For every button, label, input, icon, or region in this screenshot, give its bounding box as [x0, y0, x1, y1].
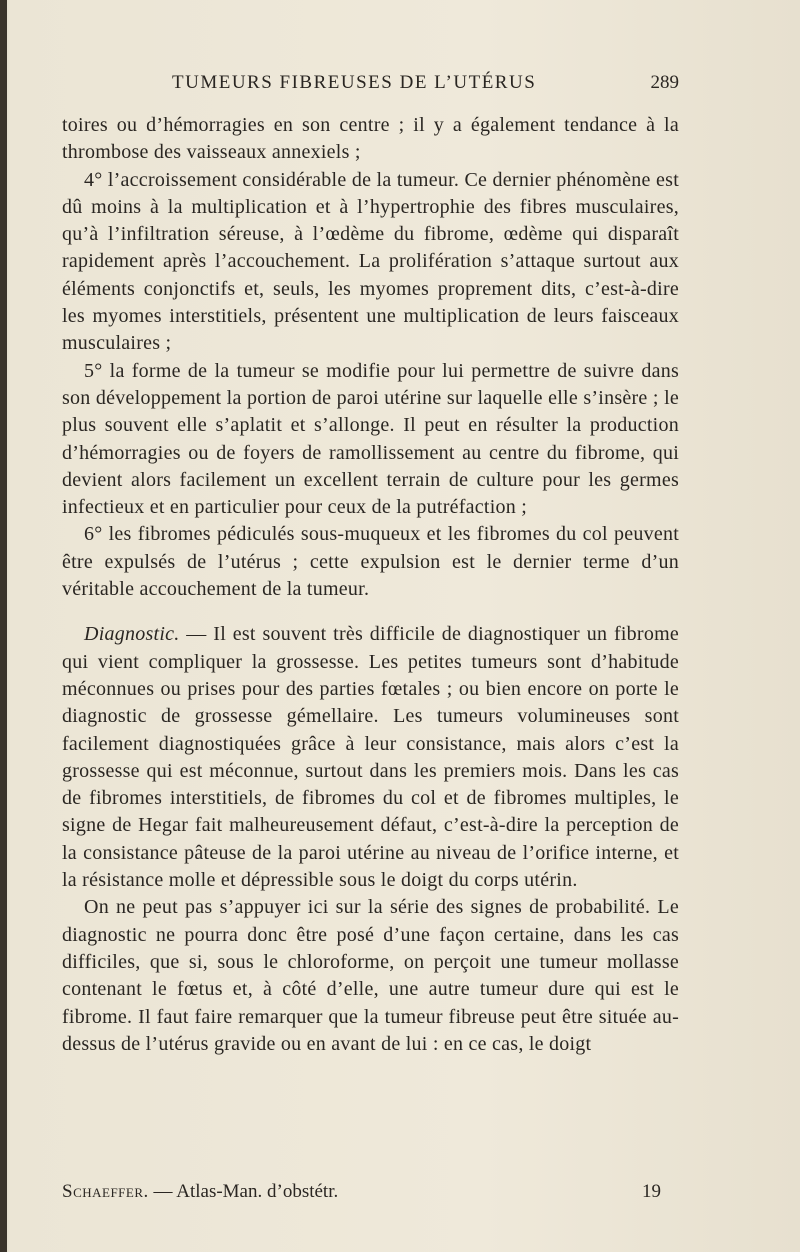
diagnostic-text: Il est souvent très difficile de diagnostiquer un fibrome qui vient compliquer la grossesse. Les petites tumeurs sont d’habitude méconnues ou prises pour des parties fœtales ; ou bien encore on porte le diagnostic de grossesse gémellaire. Les tumeurs volumineuses sont facilement diagnostiquées grâce à leur consistance, mais alors c’est la grossesse qui est méconnue, surtout dans les premiers mois. Dans les cas de fibromes interstitiels, de fibromes du col et de fibromes multiples, le signe de Hegar fait malheureusement défaut, c’est-à-dire la perception de la consistance pâteuse de la paroi utérine au niveau de l’orifice interne, et la résistance molle et dépressible sous le doigt du corps utérin. [62, 623, 680, 892]
diagnostic-heading: Diagnostic. [84, 623, 180, 646]
footer-book-title: Atlas-Man. d’obstétr. [176, 1181, 339, 1202]
running-header [62, 70, 679, 100]
running-title: TUMEURS FIBREUSES DE L’UTÉRUS [172, 72, 537, 93]
footer-separator: — [148, 1181, 177, 1202]
paragraph-continuation: toires ou d’hémorragies en son centre ; il y a également tendance à la thrombose des vaisseaux annexiels ; [62, 114, 679, 164]
page-footer [62, 1181, 679, 1209]
footer-author: Schaeffer. [62, 1181, 149, 1202]
diagnostic-paragraph [62, 621, 679, 894]
paragraph-probability-signs: On ne peut pas s’appuyer ici sur la série des signes de probabilité. Le diagnostic ne pourra donc être posé d’une façon certaine, dans les cas difficiles, que si, sous le chloroforme, on perçoit une tumeur mollasse contenant le fœtus et, à côté d’elle, une autre tumeur dure qui est le fibrome. Il faut faire remarquer que la tumeur fibreuse peut être située au-dessus de l’utérus gravide ou en avant de lui : en ce cas, le doigt [62, 896, 679, 1055]
paragraph-point-5: 5° la forme de la tumeur se modifie pour lui permettre de suivre dans son développement la portion de paroi utérine sur laquelle elle s’insère ; le plus souvent elle s’aplatit et s’allonge. Il peut en résulter la production d’hémorragies ou de foyers de ramollissement au centre du fibrome, qui devient alors facilement un excellent terrain de culture pour les germes infectieux et en particulier pour ceux de la putréfaction ; [62, 359, 679, 519]
paragraph-point-4: 4° l’accroissement considérable de la tumeur. Ce dernier phénomène est dû moins à la multiplication et à l’hypertrophie des fibres musculaires, qu’à l’infiltration séreuse, à l’œdème du fibrome, œdème qui disparaît rapidement après l’accouchement. La prolifération s’attaque surtout aux éléments conjonctifs et, seuls, les myomes proprement dits, c’est-à-dire les myomes interstitiels, présentent une multiplication de leurs faisceaux musculaires ; [62, 168, 679, 355]
body-text [62, 112, 679, 1058]
footer-citation [62, 1181, 338, 1203]
diagnostic-dash: — [179, 623, 214, 646]
footer-signature: 19 [642, 1181, 661, 1202]
paragraph-point-6: 6° les fibromes pédiculés sous-muqueux et les fibromes du col peuvent être expulsés de l’utérus ; cette expulsion est le dernier terme d’un véritable accouchement de la tumeur. [62, 523, 679, 601]
page-number: 289 [650, 72, 679, 93]
page-spine-edge [0, 0, 7, 1252]
